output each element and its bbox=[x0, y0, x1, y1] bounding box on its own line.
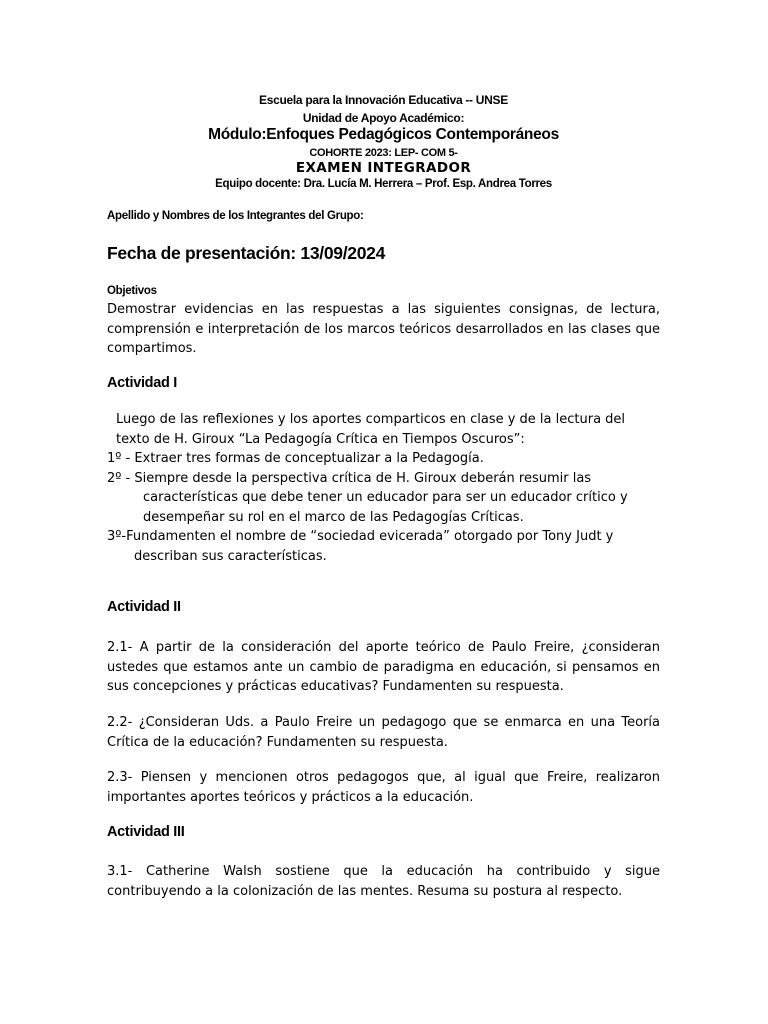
activity-3-question-1: 3.1- Catherine Walsh sostiene que la educación ha contribuido y sigue contribuyendo a la colonización de las mentes. Resuma su postura al respecto. bbox=[107, 864, 660, 899]
objectives-title: Objetivos bbox=[107, 285, 157, 297]
activity-2-question-1: 2.1- A partir de la consideración del aporte teórico de Paulo Freire, ¿consideran ustedes que estamos ante un cambio de paradigma en educación, si pensamos en sus concepciones y prácticas educativas? Fundamenten su respuesta. bbox=[107, 640, 660, 694]
activity-2-title: Actividad II bbox=[107, 599, 181, 615]
header-school: Escuela para la Innovación Educativa -- UNSE bbox=[259, 93, 508, 107]
header-cohort: COHORTE 2023: LEP- COM 5- bbox=[309, 147, 458, 159]
activity-1-intro: Luego de las reflexiones y los aportes comparticos en clase y de la lectura del texto de H. Giroux “La Pedagogía Crítica en Tiempos Oscuros”: bbox=[116, 412, 626, 447]
activity-2-question-2: 2.2- ¿Consideran Uds. a Paulo Freire un pedagogo que se enmarca en una Teoría Crítica de la educación? Fundamenten su respuesta. bbox=[107, 715, 660, 750]
activity-1-item-1: 1º - Extraer tres formas de conceptualizar a la Pedagogía. bbox=[107, 451, 484, 466]
header-module: Módulo:Enfoques Pedagógicos Contemporáneos bbox=[208, 126, 559, 143]
header-exam-title: EXAMEN INTEGRADOR bbox=[295, 160, 472, 176]
activity-1-item-2: 2º - Siempre desde la perspectiva crítica de H. Giroux deberán resumir las características que debe tener un educador para ser un educador crítico y desempeñar su rol en el marco de las Pedagogías Críticas. bbox=[107, 470, 628, 525]
header-unit: Unidad de Apoyo Académico: bbox=[302, 111, 465, 125]
objectives-text: Demostrar evidencias en las respuestas a las siguientes consignas, de lectura, comprensión e interpretación de los marcos teóricos desarrollados en las clases que compartimos. bbox=[107, 302, 660, 356]
presentation-date: Fecha de presentación: 13/09/2024 bbox=[107, 243, 386, 263]
activity-1-list bbox=[107, 410, 660, 566]
group-members-label: Apellido y Nombres de los Integrantes del Grupo: bbox=[107, 210, 364, 222]
header-teaching-team: Equipo docente: Dra. Lucía M. Herrera – Prof. Esp. Andrea Torres bbox=[215, 178, 552, 190]
document-page bbox=[107, 0, 660, 1024]
activity-1-item-3: 3º-Fundamenten el nombre de “sociedad evicerada” otorgado por Tony Judt y describan sus características. bbox=[107, 529, 614, 564]
activity-2-question-3: 2.3- Piensen y mencionen otros pedagogos que, al igual que Freire, realizaron importantes aportes teóricos y prácticos a la educación. bbox=[107, 770, 660, 805]
activity-1-title: Actividad I bbox=[107, 375, 178, 391]
activity-3-title: Actividad III bbox=[107, 824, 185, 840]
